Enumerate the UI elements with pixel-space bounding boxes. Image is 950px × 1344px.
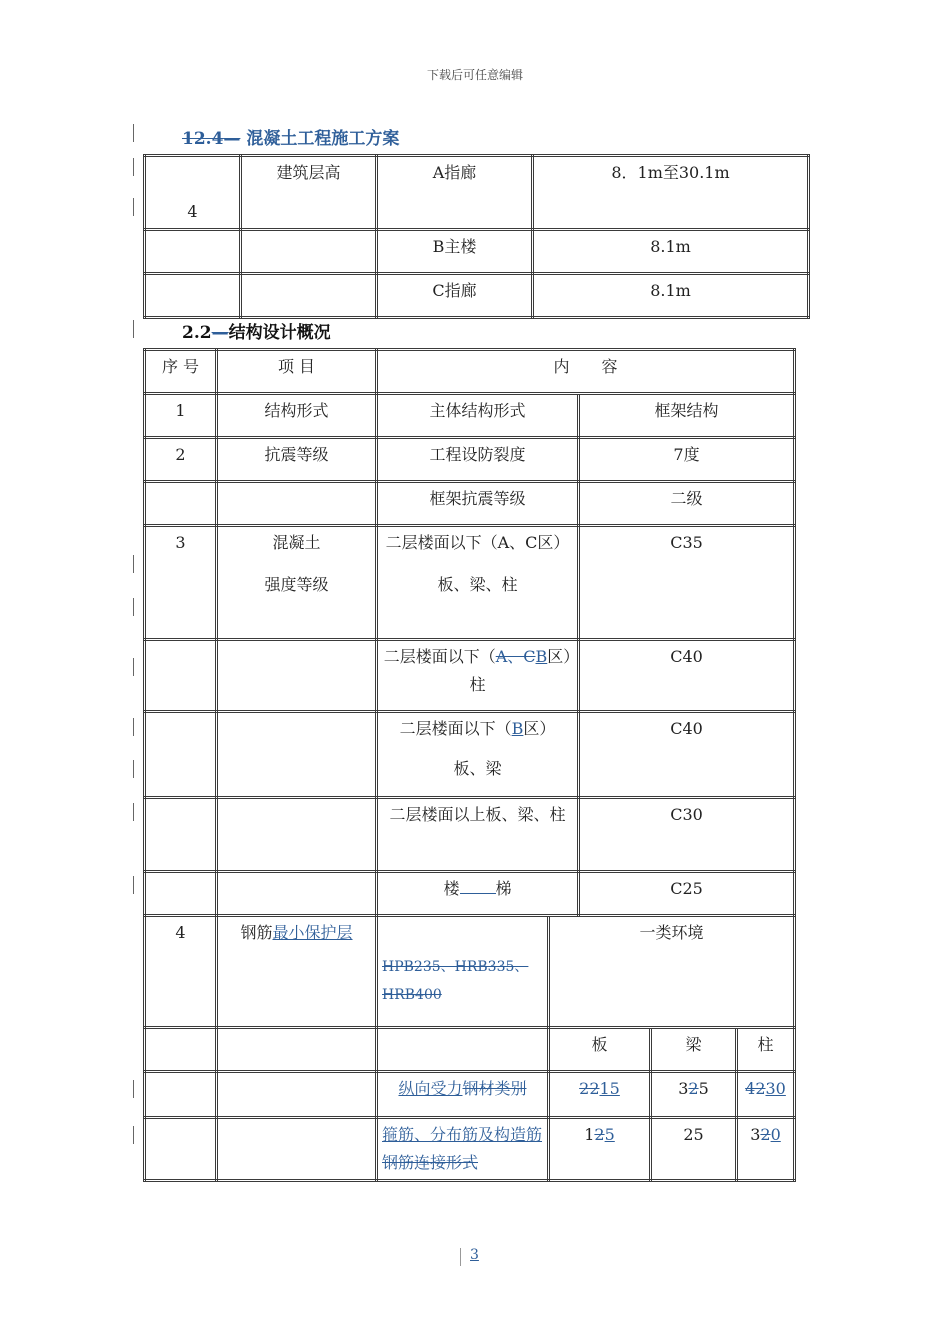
table-cell: 一类环境 [549,916,795,1028]
revision-mark [133,124,134,142]
section-heading-2-2: 2.2—结构设计概况 [182,323,331,343]
table-cell: 1 [145,394,217,438]
text-run: 1 [584,1125,595,1144]
table-cell: C35 [579,526,795,640]
table-cell [549,1072,651,1118]
text-run: 二层楼面以下（ [399,719,512,738]
table-row [145,640,795,712]
table-cell [737,1072,795,1118]
table-cell [377,1028,549,1072]
revision-mark [133,598,134,616]
cell-line: 混凝土 [272,533,321,552]
table-row [145,712,795,798]
table-row [145,916,795,1028]
inserted-text: 最小保护层 [272,923,353,942]
revision-mark [133,1126,134,1144]
table-row [145,1028,795,1072]
cell-line: 板、梁、柱 [437,575,518,594]
table-row [145,156,809,230]
table-row [145,1072,795,1118]
text-run: 梯 [495,879,512,898]
deleted-text: 42 [745,1079,766,1098]
section-title: 结构设计概况 [228,323,331,343]
revision-mark [133,876,134,894]
table-cell: 板 [549,1028,651,1072]
table-row [145,872,795,916]
table-cell: C指廊 [377,274,533,318]
cell-line: 二层楼面以下（A、C区） [385,533,570,552]
page-header: 下载后可任意编辑 [426,68,523,82]
table-cell: C40 [579,712,795,798]
table-cell: C25 [579,872,795,916]
text-run: 3 [750,1125,761,1144]
text-run: 区） [523,719,556,738]
table-cell [217,798,377,872]
table-cell [377,1118,549,1181]
table-row [145,798,795,872]
table-cell [241,274,377,318]
text-run: 二层楼面以下（ [383,647,496,666]
inserted-text: 箍筋、分布筋及构造筋 [382,1125,543,1144]
deleted-text: 钢材类别 [462,1079,527,1098]
deleted-text: 2 [760,1125,771,1144]
table-cell [145,230,241,274]
revision-mark [133,555,134,573]
page-number: 3 [470,1247,479,1263]
inserted-text: 纵向受力 [398,1079,463,1098]
table-cell: 7度 [579,438,795,482]
deleted-text: A、C [495,647,536,666]
table-cell [145,274,241,318]
text-run: 3 [678,1079,689,1098]
inserted-text: 15 [599,1079,620,1098]
inserted-text: 5 [604,1125,615,1144]
table-cell [145,798,217,872]
table-header-row [145,350,795,394]
table-cell [217,640,377,712]
table-cell: 框架结构 [579,394,795,438]
table-row [145,230,809,274]
cell-line: 强度等级 [264,575,329,594]
section-heading-12-4: 12.4— 混凝土工程施工方案 [182,129,400,149]
table-cell [145,1028,217,1072]
table-cell [217,1028,377,1072]
table-cell: 3 [145,526,217,640]
header-content: 内 容 [377,350,795,394]
header-item: 项 目 [217,350,377,394]
table-cell [377,526,579,640]
section-number: 2.2 [182,323,212,343]
header-seq: 序 号 [145,350,217,394]
revision-mark [133,320,134,338]
table-row [145,438,795,482]
table-cell [377,712,579,798]
table-cell [377,640,579,712]
table-row [145,394,795,438]
structural-design-table [143,348,796,1182]
text-run: 区）柱 [469,647,572,694]
text-run: 5 [698,1079,709,1098]
table-cell [145,1072,217,1118]
building-height-table [143,154,810,319]
table-cell: 建筑层高 [241,156,377,230]
table-cell: 二级 [579,482,795,526]
table-cell [145,872,217,916]
table-cell: 框架抗震等级 [377,482,579,526]
revision-mark [133,760,134,778]
table-cell: 2 [145,438,217,482]
table-cell: 8.1m [533,274,809,318]
revision-mark [133,198,134,216]
table-cell [241,230,377,274]
table-cell: 4 [145,916,217,1028]
inserted-text: 0 [770,1125,781,1144]
table-cell: 25 [651,1118,737,1181]
table-cell [377,916,549,1028]
table-cell [217,712,377,798]
table-cell: 结构形式 [217,394,377,438]
revision-mark [133,158,134,176]
table-cell [145,712,217,798]
table-cell: 梁 [651,1028,737,1072]
table-cell: 8．1m至30.1m [533,156,809,230]
revision-mark [133,718,134,736]
table-cell [377,1072,549,1118]
table-cell: 柱 [737,1028,795,1072]
table-row [145,482,795,526]
deleted-text: 2 [688,1079,699,1098]
table-cell: C40 [579,640,795,712]
table-cell [217,916,377,1028]
deleted-text: HPB235、HRB335、HRB400 [382,959,529,1003]
text-run: 楼 [443,879,460,898]
table-cell: 主体结构形式 [377,394,579,438]
table-cell: C30 [579,798,795,872]
table-cell [549,1118,651,1181]
table-cell: 抗震等级 [217,438,377,482]
table-cell: 4 [145,156,241,230]
section-number: 12.4 [182,129,224,149]
section-title: 混凝土工程施工方案 [246,129,400,149]
revision-mark [133,658,134,676]
table-cell [145,482,217,526]
table-cell [377,872,579,916]
deleted-text: 2 [594,1125,605,1144]
table-cell: B主楼 [377,230,533,274]
text-run: 钢筋 [240,923,273,942]
table-cell: 工程设防裂度 [377,438,579,482]
deleted-text: 22 [579,1079,600,1098]
inserted-text: B [535,647,548,666]
table-cell [217,872,377,916]
table-cell [145,1118,217,1181]
table-cell: 8.1m [533,230,809,274]
page-number-divider [460,1248,461,1266]
inserted-text: B [511,719,524,738]
table-cell [217,1118,377,1181]
table-cell [651,1072,737,1118]
revision-mark [133,1080,134,1098]
table-cell [217,482,377,526]
table-row [145,526,795,640]
deleted-text: 钢筋连接形式 [382,1153,479,1172]
table-row [145,1118,795,1181]
revision-mark [133,803,134,821]
table-cell [737,1118,795,1181]
table-cell: A指廊 [377,156,533,230]
table-cell: 二层楼面以上板、梁、柱 [377,798,579,872]
table-row [145,274,809,318]
cell-line: 板、梁 [453,759,502,778]
table-cell [217,1072,377,1118]
inserted-text: 30 [765,1079,786,1098]
table-cell [217,526,377,640]
table-cell [145,640,217,712]
